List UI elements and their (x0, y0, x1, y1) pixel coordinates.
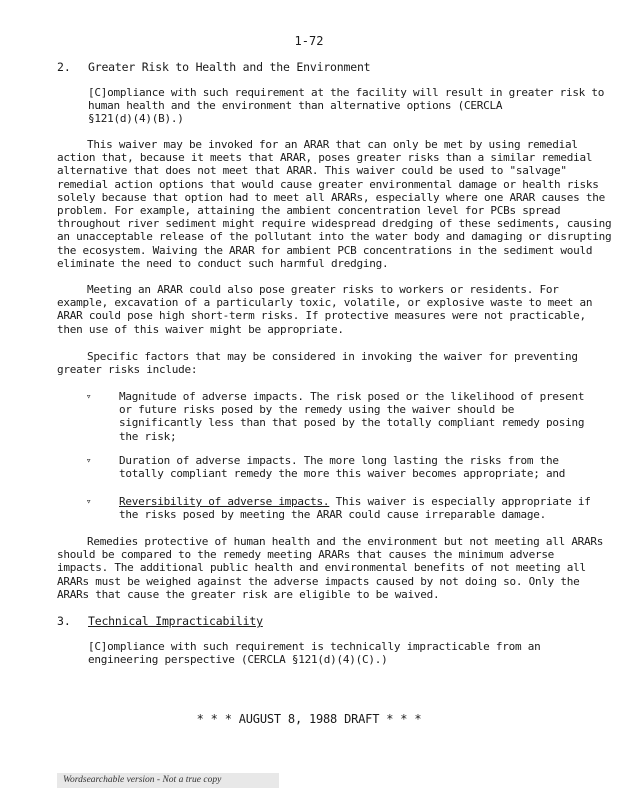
paragraph-4 (57, 535, 603, 601)
page-number: 1-72 (294, 34, 324, 48)
paragraph-1 (57, 138, 611, 270)
paragraph-line: eliminate the need to conduct such harmful dredging. (57, 256, 389, 270)
paragraph-line: throughout river sediment might require widespread dredging of these sediments, causing (57, 217, 612, 231)
paragraph-line: ARARs that cause the greater risk are eligible to be waived. (57, 587, 440, 601)
paragraph-line: Meeting an ARAR could also pose greater risks to workers or residents. For (87, 283, 559, 296)
section-3-number: 3. (57, 614, 71, 628)
bullet-line: the risks posed by meeting the ARAR could cause irreparable damage. (119, 508, 546, 522)
bullet-underlined-term: Reversibility of adverse impacts. (119, 495, 330, 508)
paragraph-line: This waiver may be invoked for an ARAR that can only be met by using remedial (87, 138, 578, 151)
paragraph-line: should be compared to the remedy meeting ARARs that causes the minimum adverse (57, 548, 555, 562)
section-2-quote (88, 86, 604, 126)
section-3-quote (88, 640, 540, 666)
bullet-triangle-icon: ▿ (86, 497, 92, 507)
quote-line: §121(d)(4)(B).) (88, 112, 184, 126)
paragraph-2 (57, 283, 592, 336)
section-2-number: 2. (57, 60, 71, 74)
quote-line: [C]ompliance with such requirement is technically impracticable from an (88, 640, 541, 653)
quote-line: engineering perspective (CERCLA §121(d)(4)(C).) (88, 653, 388, 667)
bullet-item-magnitude (119, 390, 584, 443)
bullet-item-duration (119, 454, 565, 480)
paragraph-line: ARARs must be weighed against the adverse impacts caused by not doing so. Only the (57, 574, 580, 588)
bullet-line: totally compliant remedy the more this waiver becomes appropriate; and (119, 467, 566, 481)
paragraph-line: ARAR could pose high short-term risks. If protective measures were not practicable, (57, 309, 586, 323)
quote-line: [C]ompliance with such requirement at the facility will result in greater risk to (88, 86, 605, 99)
paragraph-line: example, excavation of a particularly toxic, volatile, or explosive waste to meet an (57, 296, 593, 310)
quote-line: human health and the environment than alternative options (CERCLA (88, 99, 503, 113)
paragraph-line: solely because that option had to meet all ARARs, especially where one ARAR causes the (57, 190, 606, 204)
bullet-line-rest: This waiver is especially appropriate if (329, 495, 591, 508)
bullet-line: the risk; (119, 429, 177, 443)
paragraph-line: remedial action options that would cause greater environmental damage or health risks (57, 177, 599, 191)
paragraph-3 (57, 350, 578, 376)
paragraph-line: then use of this waiver might be appropriate. (57, 322, 344, 336)
paragraph-line: Specific factors that may be considered in invoking the waiver for preventing (87, 350, 578, 363)
paragraph-line: an unacceptable release of the pollutant into the water body and damaging or disrupting (57, 230, 612, 244)
bullet-triangle-icon: ▿ (86, 456, 92, 466)
paragraph-line: alternative that does not meet that ARAR. This waiver could be used to "salvage" (57, 164, 567, 178)
paragraph-line: Remedies protective of human health and the environment but not meeting all ARARs (87, 535, 604, 548)
watermark-label: Wordsearchable version - Not a true copy (57, 773, 279, 788)
draft-date-footer: * * * AUGUST 8, 1988 DRAFT * * * (196, 712, 422, 726)
section-2-title: Greater Risk to Health and the Environment (88, 60, 371, 74)
paragraph-line: greater risks include: (57, 363, 198, 377)
bullet-line: or future risks posed by the remedy using the waiver should be (119, 403, 515, 417)
paragraph-line: the ecosystem. Waiving the ARAR for ambient PCB concentrations in the sediment would (57, 243, 593, 257)
bullet-item-reversibility (119, 495, 591, 521)
bullet-line: Duration of adverse impacts. The more long lasting the risks from the (119, 454, 559, 467)
bullet-triangle-icon: ▿ (86, 392, 92, 402)
paragraph-line: problem. For example, attaining the ambient concentration level for PCBs spread (57, 204, 561, 218)
bullet-line (119, 495, 591, 508)
paragraph-line: impacts. The additional public health and environmental benefits of not meeting all (57, 561, 586, 575)
section-3-title: Technical Impracticability (88, 614, 263, 628)
bullet-line: Magnitude of adverse impacts. The risk posed or the likelihood of present (119, 390, 585, 403)
bullet-line: significantly less than that posed by the totally compliant remedy posing (119, 416, 585, 430)
paragraph-line: action that, because it meets that ARAR, poses greater risks than a similar remedial (57, 151, 593, 165)
